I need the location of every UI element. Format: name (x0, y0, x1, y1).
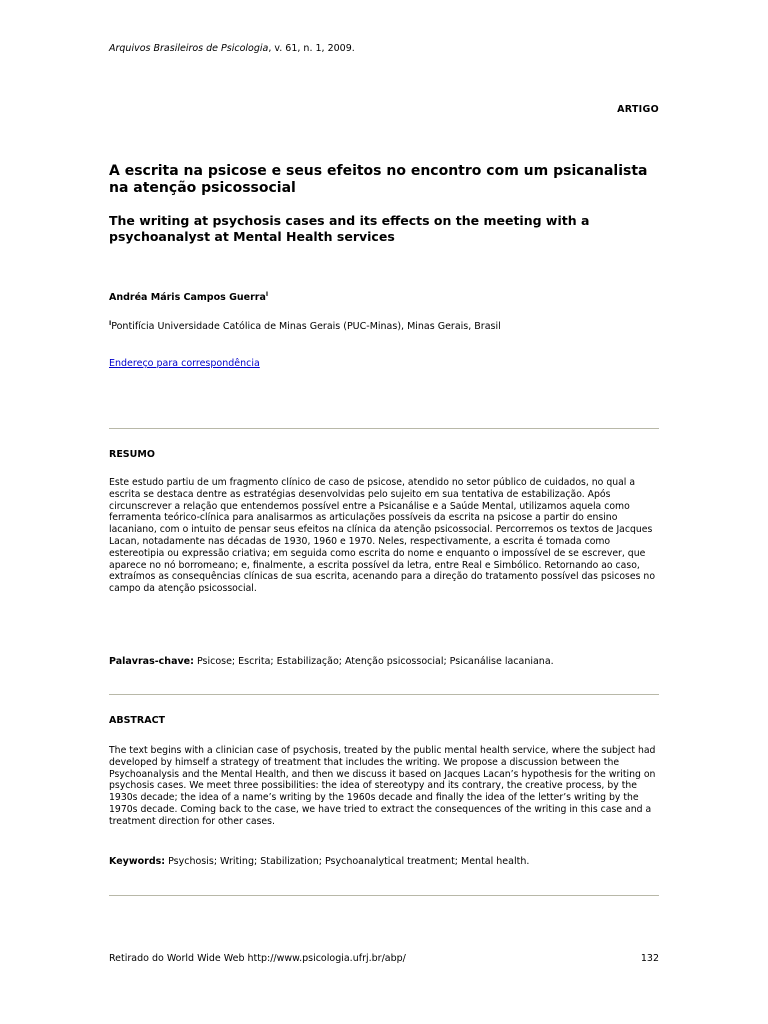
divider (109, 428, 659, 429)
journal-citation (109, 43, 355, 54)
article-page (109, 0, 659, 1024)
divider (109, 895, 659, 896)
affiliation-marker: I (109, 320, 112, 327)
journal-issue: , v. 61, n. 1, 2009. (268, 43, 355, 54)
correspondence-link[interactable]: Endereço para correspondência (109, 358, 260, 369)
abstract-keywords (109, 856, 659, 867)
article-title-english: The writing at psychosis cases and its effects on the meeting with a psychoanalyst at Mental Health services (109, 213, 590, 244)
affiliation-line (109, 320, 501, 332)
resumo-text: Este estudo partiu de um fragmento clínico de caso de psicose, atendido no setor público de cuidados, no qual a escrita se destaca dentre as estratégias desenvolvidas pelo sujeito em sua tentativa de estabilização. Após circunscrever a relação que entendemos possível entre a Psicanálise e a Saúde Mental, utilizamos aquela como ferramenta teórico-clínica para analisarmos as articulações possíveis da escrita na psicose a partir do ensino lacaniano, com o intuito de pensar seus efeitos na clínica da atenção psicossocial. Percorremos os textos de Jacques Lacan, notadamente nas décadas de 1930, 1960 e 1970. Neles, respectivamente, a escrita é tomada como estereotipia ou expressão criativa; em seguida como escrita do nome e enquanto o impossível de se escrever, que aparece no nó borromeano; e, finalmente, a escrita possível da letra, entre Real e Simbólico. Retornando ao caso, extraímos as consequências clínicas de sua escrita, acenando para a direção do tratamento possível das psicoses no campo da atenção psicossocial. (109, 477, 656, 595)
abstract-text: The text begins with a clinician case of psychosis, treated by the public mental health service, where the subject had developed by himself a strategy of treatment that includes the writing. We propose a discussion between the Psychoanalysis and the Mental Health, and then we discuss it based on Jacques Lacan’s hypothesis for the writing on psychosis cases. We meet three possibilities: the idea of stereotypy and its contrary, the creative process, by the 1930s decade; the idea of a name’s writing by the 1960s decade and finally the idea of the letter’s writing by the 1970s decade. Coming back to the case, we have tried to extract the consequences of the writing in this case and a treatment direction for other cases. (109, 745, 656, 827)
resumo-heading: RESUMO (109, 449, 155, 460)
page-number: 132 (640, 953, 659, 964)
author-marker: I (265, 291, 269, 298)
divider (109, 694, 659, 695)
footer-source: Retirado do World Wide Web http://www.psicologia.ufrj.br/abp/ (109, 953, 406, 964)
article-type-label: ARTIGO (617, 104, 659, 115)
journal-name: Arquivos Brasileiros de Psicologia (109, 43, 269, 54)
resumo-keywords-text: Psicose; Escrita; Estabilização; Atenção psicossocial; Psicanálise lacaniana. (196, 656, 554, 667)
author-line (109, 291, 268, 303)
abstract-heading: ABSTRACT (109, 715, 166, 726)
resumo-keywords (109, 656, 659, 667)
article-title-portuguese: A escrita na psicose e seus efeitos no encontro com um psicanalista na atenção psicossocial (109, 163, 648, 196)
author-name: Andréa Máris Campos Guerra (109, 292, 266, 304)
abstract-keywords-text: Psychosis; Writing; Stabilization; Psychoanalytical treatment; Mental health. (168, 856, 530, 867)
resumo-keywords-label: Palavras-chave: (109, 656, 194, 667)
affiliation-text: Pontifícia Universidade Católica de Minas Gerais (PUC-Minas), Minas Gerais, Brasil (111, 321, 501, 333)
abstract-keywords-label: Keywords: (109, 856, 166, 867)
